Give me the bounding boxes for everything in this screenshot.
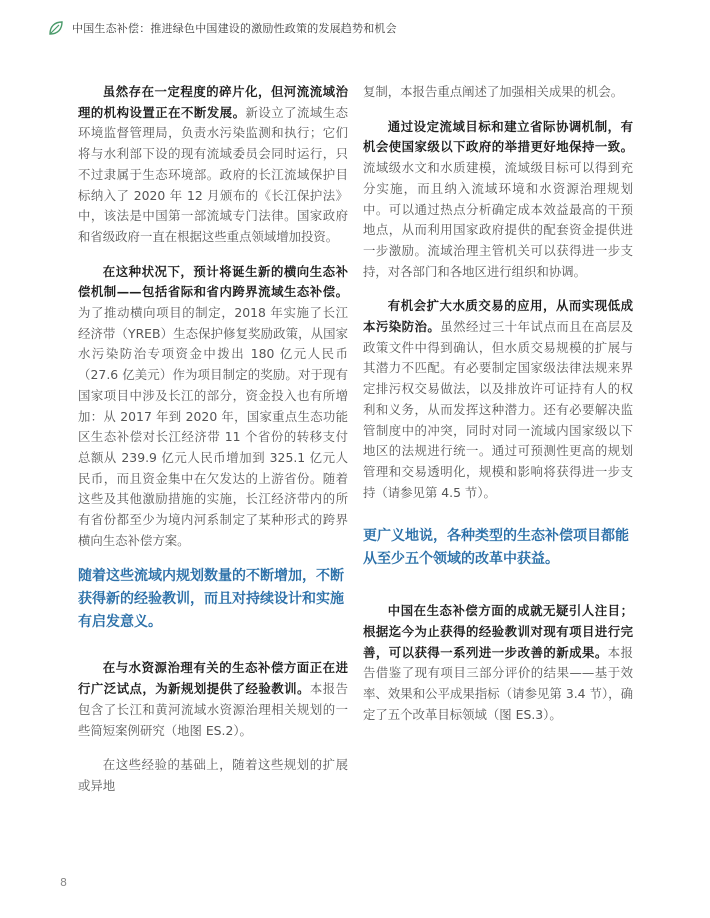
paragraph-lead: 通过设定流域目标和建立省际协调机制，有机会使国家级以下政府的举措更好地保持一致。 — [363, 118, 633, 155]
right-column — [363, 82, 633, 740]
paragraph — [363, 601, 633, 725]
paragraph — [78, 262, 348, 552]
header-title: 中国生态补偿：推进绿色中国建设的激励性政策的发展趋势和机会 — [72, 22, 397, 35]
paragraph-lead: 中国在生态补偿方面的成就无疑引人注目；根据迄今为止获得的经验教训对现有项目进行完善，可以获得一系列进一步改善的新成果。 — [363, 603, 633, 660]
paragraph — [78, 658, 348, 741]
leaf-icon — [48, 20, 64, 36]
paragraph-continued — [363, 82, 633, 103]
running-header — [48, 16, 668, 40]
paragraph-lead: 有机会扩大水质交易的应用，从而实现低成本污染防治。 — [363, 298, 633, 335]
callout-text: 更广义地说，各种类型的生态补偿项目都能从至少五个领域的改革中获益。 — [363, 528, 629, 568]
paragraph — [78, 82, 348, 248]
paragraph-body: 为了推动横向项目的制定，2018 年实施了长江经济带（YREB）生态保护修复奖励政策，从国家水污染防治专项资金中拨出 180 亿元人民币（27.6 亿美元）作为项目制定的奖励。对于现有国家项目中涉及长江的部分，资金投入也有所增加：从 2017 年到 2020 年，国家重点生态功能区生态补偿对长江经济带 11 个省份的转移支付总额从 239.9 亿元人民币增加到 325.1 亿元人民币，而且资金集中在欠发达的上游省份。随着这些及其他激励措施的实施，长江经济带内的所有省份都至少为境内河系制定了某种形式的跨界横向生态补偿方案。 — [78, 305, 348, 548]
paragraph-body: 流域级水文和水质建模，流域级目标可以得到充分实施，而且纳入流域环境和水资源治理规划中。可以通过热点分析确定成本效益最高的干预地点，从而利用国家政府提供的配套资金提供进一步激励。流域治理主管机关可以获得进一步支持，对各部门和各地区进行组织和协调。 — [363, 160, 633, 279]
paragraph-lead: 在这种状况下，预计将诞生新的横向生态补偿机制——包括省际和省内跨界流域生态补偿。 — [78, 263, 348, 300]
paragraph-lead: 在与水资源治理有关的生态补偿方面正在进行广泛试点，为新规划提供了经验教训。 — [78, 660, 348, 697]
paragraph-body: 本报告包含了长江和黄河流域水资源治理相关规划的一些简短案例研究（地图 ES.2）。 — [78, 681, 349, 738]
paragraph-body: 虽然经过三十年试点而且在高层及政策文件中得到确认，但水质交易规模的扩展与其潜力不匹配。有必要制定国家级法律法规来界定排污权交易做法，以及排放许可证持有人的权利和义务，从而发挥这种潜力。还有必要解决监管制度中的冲突，同时对同一流域内国家级以下地区的法规进行统一。通过可预测性更高的规划管理和交易透明化，规模和影响将获得进一步支持（请参见第 4.5 节）。 — [363, 319, 634, 500]
page-number: 8 — [60, 876, 67, 889]
paragraph — [363, 296, 633, 503]
paragraph-body: 新设立了流域生态环境监督管理局，负责水污染监测和执行；它们将与水利部下设的现有流域委员会同时运行，只不过隶属于生态环境部。政府的长江流域保护目标纳入了 2020 年 12 月颁布的《长江保护法》中，该法是中国第一部流域专门法律。国家政府和省级政府一直在根据这些重点领域增加投资。 — [78, 104, 349, 244]
callout-text: 随着这些流域内规划数量的不断增加，不断获得新的经验教训，而且对持续设计和实施有启发意义。 — [78, 568, 344, 631]
paragraph-body: 本报告借鉴了现有项目三部分评价的结果——基于效率、效果和公平成果指标（请参见第 3.4 节），确定了五个改革目标领域（图 ES.3）。 — [363, 644, 634, 722]
paragraph-lead: 虽然存在一定程度的碎片化，但河流流域治理的机构设置正在不断发展。 — [78, 84, 348, 120]
paragraph-body: 复制，本报告重点阐述了加强相关成果的机会。 — [363, 84, 624, 99]
paragraph — [363, 117, 633, 283]
paragraph-body: 在这些经验的基础上，随着这些规划的扩展或异地 — [78, 757, 348, 793]
left-column — [78, 82, 348, 811]
paragraph — [78, 755, 348, 796]
